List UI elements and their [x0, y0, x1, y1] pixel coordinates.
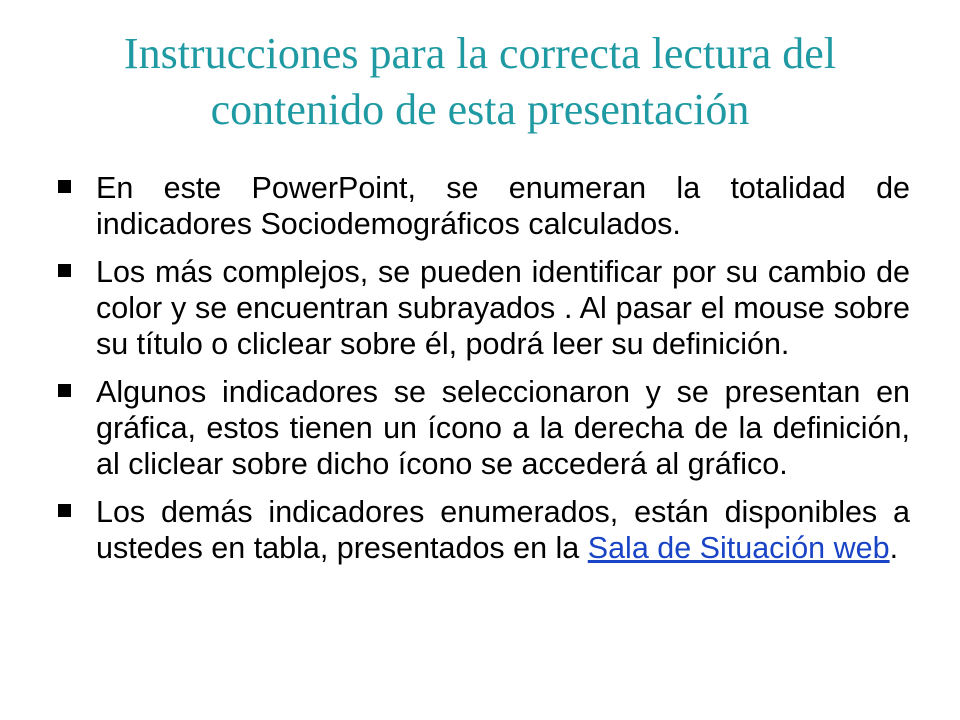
bullet-text: En este PowerPoint, se enumeran la totalidad de indicadores Sociodemográficos calculados. — [96, 171, 910, 241]
bullet-list — [58, 170, 910, 578]
bullet-text: Los más complejos, se pueden identificar por su cambio de color y se encuentran subrayados . Al pasar el mouse sobre su título o cliclear sobre él, podrá leer su definición. — [96, 255, 910, 361]
square-bullet-icon — [58, 264, 71, 277]
bullet-item-3 — [58, 374, 910, 482]
bullet-text-after-link: . — [889, 531, 899, 565]
bullet-item-2 — [58, 254, 910, 362]
bullet-item-4 — [58, 494, 910, 566]
sala-de-situacion-web-link[interactable]: Sala de Situación web — [587, 531, 890, 565]
bullet-text-before-link: Los demás indicadores enumerados, están disponibles a ustedes en tabla, presentados en la — [96, 495, 910, 565]
bullet-item-1 — [58, 170, 910, 242]
bullet-text — [96, 494, 910, 566]
square-bullet-icon — [58, 180, 71, 193]
slide-title: Instrucciones para la correcta lectura del contenido de esta presentación — [123, 29, 837, 134]
bullet-text: Algunos indicadores se seleccionaron y se presentan en gráfica, estos tienen un ícono a la derecha de la definición, al cliclear sobre dicho ícono se accederá al gráfico. — [96, 375, 910, 481]
square-bullet-icon — [58, 504, 71, 517]
square-bullet-icon — [58, 384, 71, 397]
